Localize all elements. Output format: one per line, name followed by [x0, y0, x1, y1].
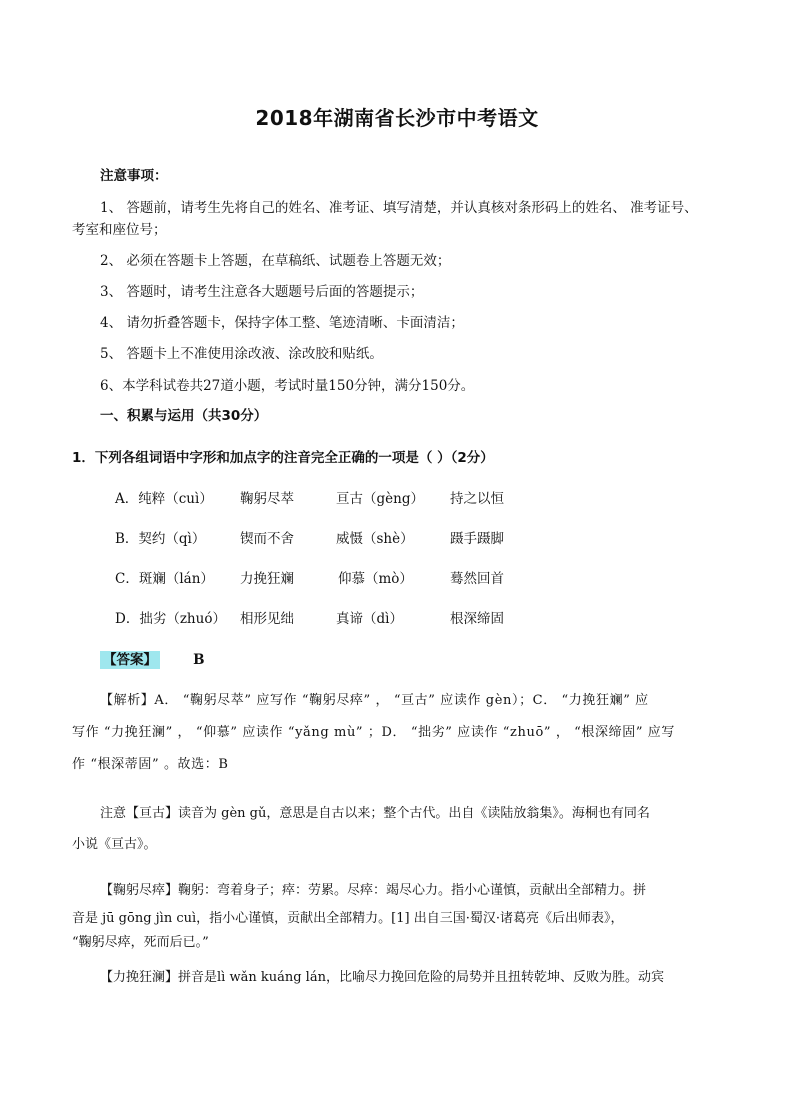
option-cell: 相形见绌	[240, 611, 294, 627]
note1-line-2: 小说《亘古》。	[72, 837, 157, 852]
option-cell: 鞠躬尽萃	[240, 491, 294, 507]
option-cell: B．契约（qì）	[115, 531, 206, 547]
option-cell: 仰慕（mò）	[338, 571, 413, 587]
notice-item-4: 4、 请勿折叠答题卡，保持字体工整、笔迹清晰、卡面清洁；	[100, 315, 464, 331]
option-row-c	[0, 567, 794, 587]
option-cell: A．纯粹（cuì）	[115, 491, 213, 507]
option-cell: D．拙劣（zhuó）	[115, 611, 226, 627]
section-heading: 一、积累与运用（共30分）	[100, 408, 268, 424]
page-title: 2018年湖南省长沙市中考语文	[255, 106, 539, 130]
option-cell: 根深缔固	[450, 611, 504, 627]
option-cell: 力挽狂斓	[240, 571, 294, 587]
notice-item-5: 5、 答题卡上不准使用涂改液、涂改胶和贴纸。	[100, 346, 383, 362]
option-cell: 锲而不舍	[240, 531, 294, 547]
option-cell: 蓦然回首	[450, 571, 504, 587]
note2-line-2: 音是 jū gōng jìn cuì，指小心谨慎，贡献出全部精力。[1] 出自三国·蜀汉·诸葛亮《后出师表》，	[72, 911, 624, 926]
option-cell: C．斑斓（lán）	[115, 571, 214, 587]
note2-line-1: 【鞠躬尽瘁】鞠躬：弯着身子；瘁：劳累。尽瘁：竭尽心力。指小心谨慎，贡献出全部精力。拼	[100, 883, 647, 898]
option-row-d	[0, 607, 794, 627]
answer-label: 【答案】	[100, 651, 160, 669]
notice-item-3: 3、 答题时，请考生注意各大题题号后面的答题提示；	[100, 284, 424, 300]
option-cell: 蹑手蹑脚	[450, 531, 504, 547]
note3-line-1: 【力挽狂澜】拼音是lì wǎn kuáng lán，比喻尽力挽回危险的局势并且扭转乾坤、反败为胜。动宾	[100, 970, 664, 985]
question-stem: 1．下列各组词语中字形和加点字的注音完全正确的一项是（ ）（2分）	[72, 450, 494, 466]
option-cell: 威慑（shè）	[336, 531, 414, 547]
option-cell: 持之以恒	[450, 491, 504, 507]
notice-item-1-cont: 考室和座位号；	[72, 222, 167, 238]
analysis-line-2: 写作 “力挽狂澜” ， “仰慕” 应读作 “yǎng mù” ；D． “拙劣” 应读作 “zhuō” ， “根深缔固” 应写	[72, 725, 676, 740]
option-row-a	[0, 487, 794, 507]
note1-line-1: 注意【亘古】读音为 gèn gǔ，意思是自古以来；整个古代。出自《读陆放翁集》。海桐也有同名	[100, 806, 650, 821]
notice-item-1: 1、 答题前，请考生先将自己的姓名、准考证、填写清楚，并认真核对条形码上的姓名、 准考证号、	[100, 200, 698, 216]
note2-line-3: “鞠躬尽瘁，死而后已。”	[72, 935, 209, 950]
notice-item-6: 6、本学科试卷共27道小题，考试时量150分钟，满分150分。	[100, 378, 475, 394]
option-row-b	[0, 527, 794, 547]
answer-line	[100, 648, 205, 668]
analysis-line-3: 作 “根深蒂固” 。故选：B	[72, 757, 229, 772]
option-cell: 亘古（gèng）	[336, 491, 424, 507]
answer-value: B	[193, 652, 205, 668]
notice-item-2: 2、 必须在答题卡上答题，在草稿纸、试题卷上答题无效；	[100, 253, 451, 269]
analysis-line-1: 【解析】A． “鞠躬尽萃” 应写作 “鞠躬尽瘁” ， “亘古” 应读作 gèn）；C． “力挽狂斓” 应	[100, 693, 649, 708]
option-cell: 真谛（dì）	[336, 611, 403, 627]
notice-heading: 注意事项：	[100, 168, 168, 184]
